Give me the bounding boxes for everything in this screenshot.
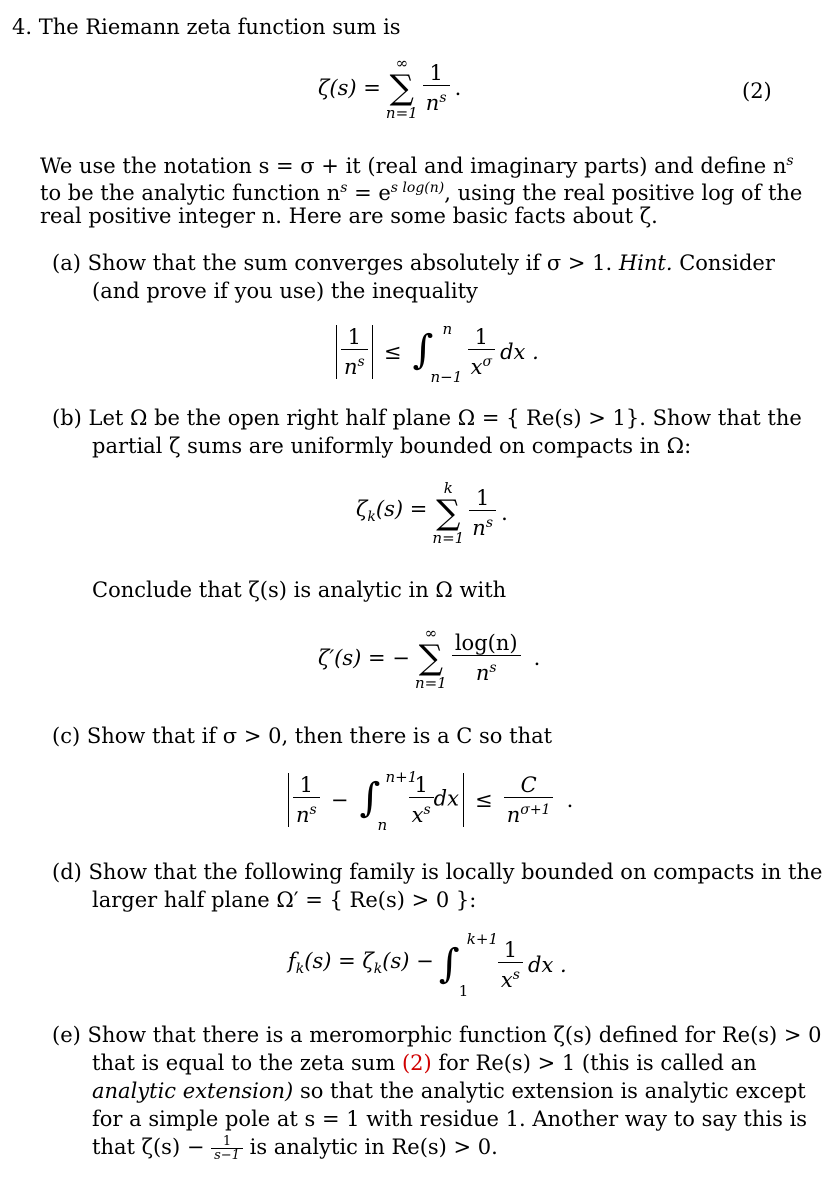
problem-number: 4. bbox=[12, 15, 33, 39]
part-e-line-5: that ζ(s) − $\frac{1}{s-1}$ is analytic in Re(s) > 0. bbox=[92, 1134, 498, 1163]
part-e-line-2: that is equal to the zeta sum (2) for Re(s) > 1 (this is called an bbox=[92, 1051, 757, 1075]
problem-heading bbox=[12, 14, 401, 40]
sum-symbol: ∞ ∑ n=1 bbox=[385, 54, 418, 122]
part-b-line-1: (b) Let Ω be the open right half plane Ω = { Re(s) > 1}. Show that the bbox=[52, 406, 802, 430]
inequality-c: $\frac{1}{n^s}$ − ∫ n+1 n $\frac{1}{x^s}$ dx ≤ $\frac{C}{n^{\sigma+1}}$ . bbox=[288, 770, 573, 830]
part-b-line-2: partial ζ sums are uniformly bounded on compacts in Ω: bbox=[92, 434, 692, 458]
part-a-line-2: (and prove if you use) the inequality bbox=[92, 279, 478, 303]
part-d-line-1: (d) Show that the following family is locally bounded on compacts in the bbox=[52, 860, 823, 884]
notation-line-3: real positive integer n. Here are some basic facts about ζ. bbox=[40, 204, 658, 228]
notation-line-1: We use the notation s = σ + it (real and imaginary parts) and define $n^s$ bbox=[40, 153, 794, 178]
inequality-a: $\frac{1}{n^s}$ ≤ ∫ n n−1 $\frac{1}{x^\sigma}$ dx . bbox=[336, 322, 539, 382]
zeta-lhs: ζ(s) = bbox=[318, 76, 381, 100]
part-d-line-2: larger half plane Ω′ = { Re(s) > 0 }: bbox=[92, 888, 477, 912]
integral-a: ∫ n n−1 bbox=[412, 320, 463, 386]
equation-zeta-derivative: ζ′(s) = − ∞ ∑ n=1 $\frac{\log(n)}{n^s}$ . bbox=[318, 624, 541, 692]
equation-number: (2) bbox=[742, 79, 772, 103]
abs-one-over-ns: $\frac{1}{n^s}$ bbox=[336, 325, 373, 379]
part-e-line-3: analytic extension) so that the analytic extension is analytic except bbox=[92, 1079, 806, 1103]
fraction-one-over-ns: $\frac{1}{n^s}$ bbox=[423, 61, 450, 115]
part-c-line-1: (c) Show that if σ > 0, then there is a C so that bbox=[52, 724, 553, 748]
part-e-line-4: for a simple pole at s = 1 with residue 1. Another way to say this is bbox=[92, 1107, 808, 1131]
part-e-line-1: (e) Show that there is a meromorphic function ζ(s) defined for Re(s) > 0 bbox=[52, 1023, 822, 1047]
equation-f-k: $f_k(s) = \zeta_k(s)$ − ∫ k+1 1 $\frac{1}{x^s}$ dx . bbox=[288, 930, 567, 1000]
part-a-line-1: (a) Show that the sum converges absolutely if σ > 1. Hint. Consider bbox=[52, 251, 775, 275]
equation-ref-link[interactable]: (2) bbox=[401, 1051, 432, 1075]
sum-symbol-k: k ∑ n=1 bbox=[432, 479, 465, 547]
problem-intro: The Riemann zeta function sum is bbox=[38, 15, 401, 39]
equation-partial-sum: $\zeta_k(s)$ = k ∑ n=1 $\frac{1}{n^s}$ . bbox=[356, 479, 508, 547]
equation-zeta-sum: ζ(s) = ∞ ∑ n=1 $\frac{1}{n^s}$ . bbox=[318, 54, 462, 122]
notation-line-2: to be the analytic function $n^s = e^{s log(n)}$, using the real positive log of the bbox=[40, 180, 803, 205]
fraction-one-over-xsigma: $\frac{1}{x^\sigma}$ bbox=[468, 325, 495, 379]
part-b-conclude: Conclude that ζ(s) is analytic in Ω with bbox=[92, 578, 507, 602]
